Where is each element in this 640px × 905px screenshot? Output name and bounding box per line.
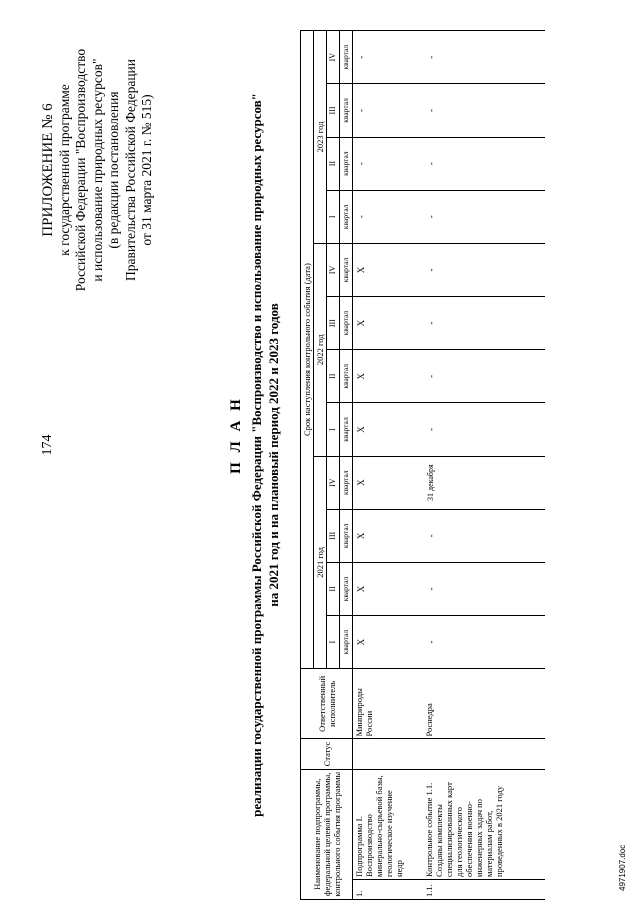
header-year-2023: 2023 год <box>314 31 327 244</box>
appendix-line: к государственной программе <box>56 84 72 256</box>
header-name: Наименование подпрограммы, федеральной целевой программы, контрольного события программы <box>301 769 353 899</box>
appendix-line: и использование природных ресурсов" <box>89 58 105 282</box>
deadline-cell: - <box>423 297 545 350</box>
header-quarter-word: квартал <box>340 137 353 190</box>
header-quarter-word: квартал <box>340 84 353 137</box>
deadline-cell: X <box>353 456 424 509</box>
deadline-cell: X <box>353 562 424 615</box>
header-quarter-number: III <box>327 509 340 562</box>
deadline-cell: X <box>353 616 424 669</box>
appendix-title: ПРИЛОЖЕНИЕ № 6 <box>40 103 56 237</box>
row-number: 1.1. <box>423 879 545 899</box>
deadline-cell: X <box>353 509 424 562</box>
header-quarter-number: IV <box>327 243 340 296</box>
deadline-cell: - <box>423 243 545 296</box>
header-quarter-number: II <box>327 350 340 403</box>
header-quarter-number: III <box>327 84 340 137</box>
page-number: 174 <box>40 434 55 456</box>
header-quarter-number: IV <box>327 31 340 84</box>
plan-subtitle <box>248 15 282 895</box>
row-executor: Минприроды России <box>353 669 424 739</box>
header-quarter-number: I <box>327 616 340 669</box>
table-row <box>353 31 424 900</box>
deadline-date: 31 декабря <box>426 464 435 501</box>
row-name: Подпрограмма I. Воспроизводство минерально-сырьевой базы, геологическое изучение недр <box>353 769 424 879</box>
plan-subtitle-line: на 2021 год и на плановый период 2022 и 2023 годов <box>266 303 281 607</box>
header-year-2022: 2022 год <box>314 243 327 456</box>
header-quarter-number: II <box>327 137 340 190</box>
deadline-cell: - <box>423 616 545 669</box>
header-quarter-number: I <box>327 403 340 456</box>
deadline-cell: - <box>353 137 424 190</box>
deadline-cell: - <box>423 84 545 137</box>
table-row <box>423 31 545 900</box>
deadline-cell: - <box>423 350 545 403</box>
deadline-cell: - <box>423 403 545 456</box>
row-executor: Роснедра <box>423 669 545 739</box>
header-quarter-number: IV <box>327 456 340 509</box>
deadline-cell: - <box>423 562 545 615</box>
header-quarter-word: квартал <box>340 350 353 403</box>
deadline-cell: - <box>423 31 545 84</box>
deadline-cell: - <box>423 137 545 190</box>
appendix-line: Российской Федерации "Воспроизводство <box>73 48 88 292</box>
header-quarter-number: II <box>327 562 340 615</box>
deadline-cell: X <box>353 243 424 296</box>
header-quarter-word: квартал <box>340 403 353 456</box>
header-quarter-word: квартал <box>340 297 353 350</box>
header-year-2021: 2021 год <box>314 456 327 669</box>
header-quarter-word: квартал <box>340 562 353 615</box>
document-id: 4971907.doc <box>618 844 627 891</box>
appendix-line: от 31 марта 2021 г. № 515) <box>139 94 154 246</box>
row-number: 1. <box>353 879 424 899</box>
plan-table <box>300 30 545 900</box>
deadline-cell: X <box>353 403 424 456</box>
deadline-cell: - <box>353 84 424 137</box>
deadline-cell: - <box>353 31 424 84</box>
header-quarter-word: квартал <box>340 456 353 509</box>
deadline-cell <box>423 456 545 509</box>
row-name: Контрольное событие 1.1. Созданы комплекты специализированных карт для геологического обеспечения военно-инженерных задач по материалам работ, проведенных в 2021 году <box>423 769 545 879</box>
row-status <box>423 739 545 769</box>
header-quarter-word: квартал <box>340 190 353 243</box>
deadline-cell: - <box>423 509 545 562</box>
header-deadline: Срок наступления контрольного события (дата) <box>301 31 314 669</box>
appendix-line: (в редакции постановления <box>106 91 121 249</box>
header-quarter-number: I <box>327 190 340 243</box>
header-quarter-word: квартал <box>340 31 353 84</box>
header-quarter-word: квартал <box>340 616 353 669</box>
appendix-line: Правительства Российской Федерации <box>122 59 138 281</box>
appendix-block <box>40 20 156 320</box>
deadline-cell: X <box>353 350 424 403</box>
header-executor: Ответственный исполнитель <box>301 669 353 739</box>
deadline-cell: X <box>353 297 424 350</box>
plan-title: П Л А Н <box>228 396 244 474</box>
deadline-cell: - <box>353 190 424 243</box>
header-quarter-number: III <box>327 297 340 350</box>
header-quarter-word: квартал <box>340 243 353 296</box>
header-status: Статус <box>301 739 353 769</box>
deadline-cell: - <box>423 190 545 243</box>
plan-subtitle-line: реализации государственной программы Российской Федерации "Воспроизводство и использование природных ресурсов" <box>249 93 264 817</box>
row-status <box>353 739 424 769</box>
header-quarter-word: квартал <box>340 509 353 562</box>
